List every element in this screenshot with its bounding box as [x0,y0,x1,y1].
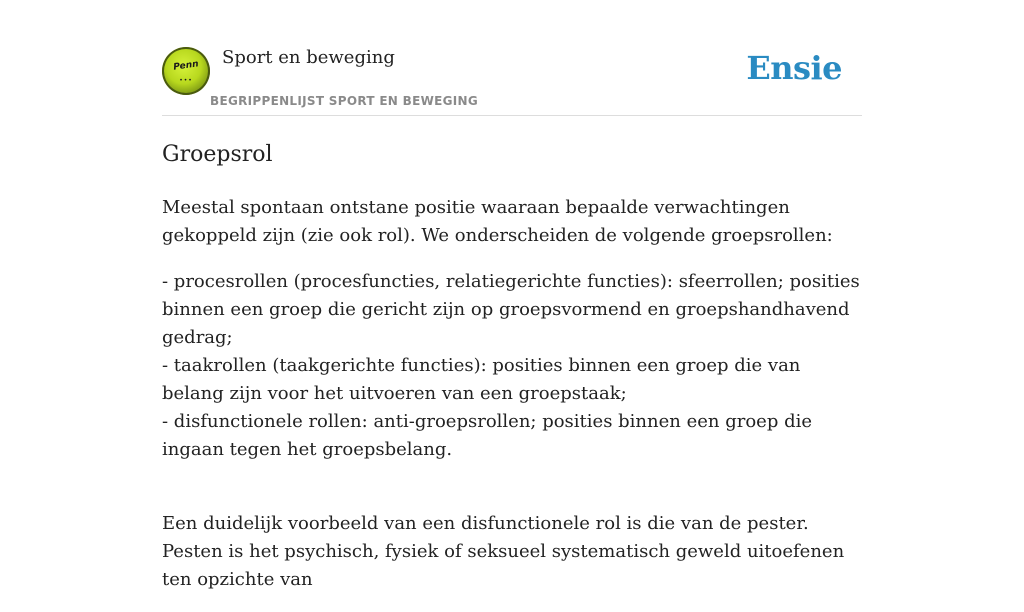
list-item: - taakrollen (taakgerichte functies): posities binnen een groep die van belang zijn voor het uitvoeren van een groepstaak; [162,355,801,404]
closing-paragraph: Een duidelijk voorbeeld van een disfunctionele rol is die van de pester. Pesten is het psychisch, fysiek of seksueel systematisch geweld uitoefenen ten opzichte van [162,513,845,590]
list-item: - procesrollen (procesfuncties, relatiegerichte functies): sfeerrollen; posities binnen een groep die gericht zijn op groepsvormend en groepshandhavend gedrag; [162,271,860,348]
term-title: Groepsrol [162,142,273,167]
spacer [162,464,862,510]
ensie-logo[interactable]: Ensie [746,49,842,87]
header-divider [162,115,862,116]
logo-dots: ••• [179,77,193,84]
header [162,45,862,115]
category-link[interactable]: Sport en beweging [222,47,395,68]
article [162,140,862,612]
logo-brand-text: Penn [172,59,200,73]
intro-paragraph: Meestal spontaan ontstane positie waaraan bepaalde verwachtingen gekoppeld zijn (zie ook rol). We onderscheiden de volgende groepsrollen: [162,197,833,246]
list-item: - disfunctionele rollen: anti-groepsrollen; posities binnen een groep die ingaan tegen het groepsbelang. [162,411,812,460]
category-subtitle: BEGRIPPENLIJST SPORT EN BEWEGING [210,94,479,108]
category-logo[interactable] [162,47,210,95]
